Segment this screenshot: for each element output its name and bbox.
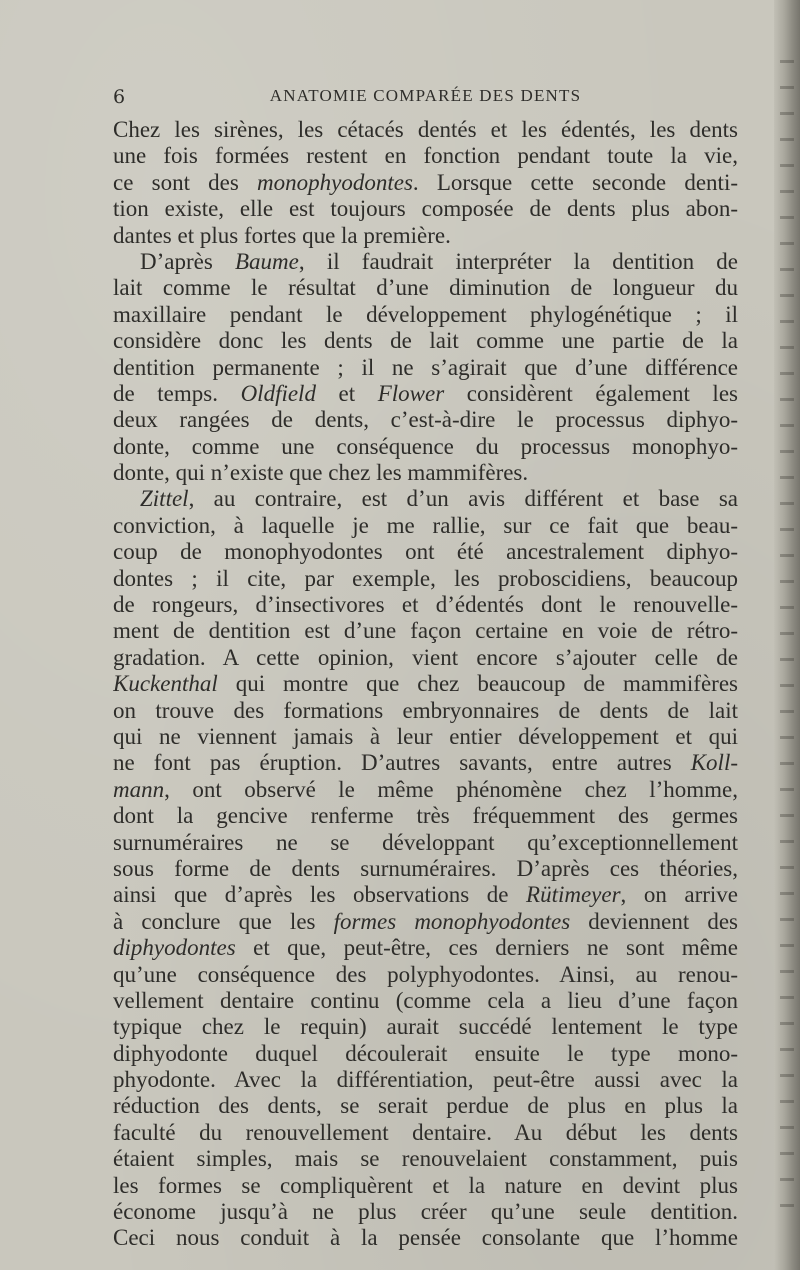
- text-segment: on trouve des formations embryonnaires de dents de lait: [113, 697, 738, 723]
- text-segment: Ceci nous conduit à la pensée consolante que l’homme: [113, 1225, 738, 1251]
- header-title: ANATOMIE COMPARÉE DES DENTS: [269, 86, 582, 105]
- text-segment: une fois formées restent en fonction pendant toute la vie,: [113, 143, 738, 169]
- text-segment: tion existe, elle est toujours composée de dents plus abon-: [113, 196, 738, 222]
- text-segment: deux rangées de dents, c’est-à-dire le processus diphyo-: [113, 407, 738, 433]
- text-line: [113, 196, 738, 222]
- text-segment: qui montre que chez beaucoup de mammifères: [217, 671, 738, 697]
- text-segment: qui ne viennent jamais à leur entier développement et qui: [113, 723, 738, 749]
- text-segment: de rongeurs, d’insectivores et d’édentés dont le renouvelle-: [113, 592, 738, 618]
- text-segment: faculté du renouvellement dentaire. Au début les dents: [113, 1119, 738, 1145]
- text-line: [113, 1014, 738, 1040]
- italic-text: Oldfield: [240, 380, 316, 406]
- italic-text: diphyodontes: [113, 935, 236, 961]
- text-segment: qu’une conséquence des polyphyodontes. Ainsi, au renou-: [113, 961, 738, 987]
- text-segment: gradation. A cette opinion, vient encore s’ajouter celle de: [113, 644, 738, 670]
- text-segment: surnuméraires ne se développant qu’exceptionnellement: [113, 829, 738, 855]
- italic-text: Rütimeyer: [526, 882, 621, 908]
- text-segment: étaient simples, mais se renouvelaient constamment, puis: [113, 1146, 738, 1172]
- italic-text: Kuckenthal: [113, 671, 218, 697]
- text-line: [113, 882, 738, 908]
- text-segment: de temps.: [113, 380, 241, 406]
- text-segment: considèrent également les: [444, 380, 738, 406]
- text-segment: et que, peut-être, ces derniers ne sont même: [235, 935, 738, 961]
- text-line: [113, 381, 738, 407]
- text-segment: D’après: [140, 248, 235, 274]
- italic-text: Zittel: [140, 486, 189, 512]
- text-line: [113, 962, 738, 988]
- text-segment: considère donc les dents de lait comme une partie de la: [113, 328, 738, 354]
- text-segment: ment de dentition est d’une façon certaine en voie de rétro-: [113, 618, 738, 644]
- text-segment: lait comme le résultat d’une diminution de longueur du: [113, 275, 738, 301]
- text-segment: dontes ; il cite, par exemple, les proboscidiens, beaucoup: [113, 565, 738, 591]
- text-line: [113, 777, 738, 803]
- text-segment: à conclure que les: [113, 908, 334, 934]
- italic-text: formes monophyodontes: [333, 908, 571, 934]
- text-line: [113, 1146, 738, 1172]
- italic-text: Koll-: [690, 750, 738, 776]
- text-line: [113, 170, 738, 196]
- text-segment: sous forme de dents surnuméraires. D’après ces théories,: [113, 855, 738, 881]
- text-line: [113, 1067, 738, 1093]
- text-line: [113, 117, 738, 143]
- text-line: [113, 645, 738, 671]
- text-segment: , il faudrait interpréter la dentition de: [298, 248, 738, 274]
- text-line: [113, 1199, 738, 1225]
- text-segment: vellement dentaire continu (comme cela a lieu d’une façon: [113, 987, 738, 1013]
- text-line: [113, 1041, 738, 1067]
- text-line: [113, 566, 738, 592]
- text-segment: donte, comme une conséquence du processus monophyo-: [113, 433, 738, 459]
- text-segment: , ont observé le même phénomène chez l’homme,: [164, 776, 738, 802]
- text-line: [113, 143, 738, 169]
- text-line: [113, 249, 738, 275]
- text-segment: diphyodonte duquel découlerait ensuite le type mono-: [113, 1040, 738, 1066]
- text-segment: dont la gencive renferme très fréquemment des germes: [113, 803, 738, 829]
- text-line: [113, 513, 738, 539]
- text-segment: , on arrive: [620, 882, 738, 908]
- text-line: [113, 618, 738, 644]
- text-line: [113, 671, 738, 697]
- text-line: [113, 434, 738, 460]
- text-line: [113, 698, 738, 724]
- text-line: [113, 302, 738, 328]
- italic-text: Flower: [377, 380, 445, 406]
- italic-text: Baume: [235, 248, 299, 274]
- text-line: [113, 275, 738, 301]
- italic-text: monophyodontes: [257, 169, 413, 195]
- text-segment: maxillaire pendant le développement phylogénétique ; il: [113, 301, 738, 327]
- text-line: [113, 935, 738, 961]
- text-segment: économe jusqu’à ne plus créer qu’une seule dentition.: [113, 1199, 738, 1225]
- body-text: [113, 117, 738, 1252]
- text-segment: typique chez le requin) aurait succédé lentement le type: [113, 1014, 738, 1040]
- text-segment: dentition permanente ; il ne s’agirait que d’une différence: [113, 354, 738, 380]
- text-line: [113, 1093, 738, 1119]
- text-segment: les formes se compliquèrent et la nature en devint plus: [113, 1172, 738, 1198]
- text-segment: phyodonte. Avec la différentiation, peut-être aussi avec la: [113, 1067, 738, 1093]
- text-line: [113, 539, 738, 565]
- text-line: [113, 909, 738, 935]
- text-line: [113, 724, 738, 750]
- text-line: [113, 803, 738, 829]
- text-line: [113, 1120, 738, 1146]
- text-line: [113, 592, 738, 618]
- text-line: [113, 1173, 738, 1199]
- page-number: 6: [113, 86, 126, 108]
- text-line: [113, 830, 738, 856]
- text-line: [113, 460, 738, 486]
- text-segment: ne font pas éruption. D’autres savants, entre autres: [113, 750, 691, 776]
- text-line: [113, 856, 738, 882]
- text-segment: Chez les sirènes, les cétacés dentés et les édentés, les dents: [113, 117, 738, 142]
- italic-text: mann: [113, 776, 165, 802]
- text-segment: . Lorsque cette seconde denti-: [412, 169, 738, 195]
- text-segment: , au contraire, est d’un avis différent et base sa: [188, 486, 738, 512]
- text-line: [113, 328, 738, 354]
- text-segment: donte, qui n’existe que chez les mammifères.: [113, 460, 529, 486]
- text-segment: et: [315, 380, 378, 406]
- text-segment: ce sont des: [113, 169, 258, 195]
- text-segment: coup de monophyodontes ont été ancestralement diphyo-: [113, 539, 738, 565]
- text-segment: conviction, à laquelle je me rallie, sur ce fait que beau-: [113, 512, 738, 538]
- text-segment: réduction des dents, se serait perdue de plus en plus la: [113, 1093, 738, 1119]
- running-header: [113, 86, 738, 112]
- text-segment: dantes et plus fortes que la première.: [113, 222, 451, 248]
- text-line: [113, 355, 738, 381]
- text-segment: deviennent des: [570, 908, 738, 934]
- book-binding-edge: [774, 0, 800, 1270]
- text-segment: ainsi que d’après les observations de: [113, 882, 527, 908]
- text-line: [113, 407, 738, 433]
- text-line: [113, 223, 738, 249]
- text-line: [113, 988, 738, 1014]
- text-line: [113, 750, 738, 776]
- text-line: [113, 1225, 738, 1251]
- text-line: [113, 486, 738, 512]
